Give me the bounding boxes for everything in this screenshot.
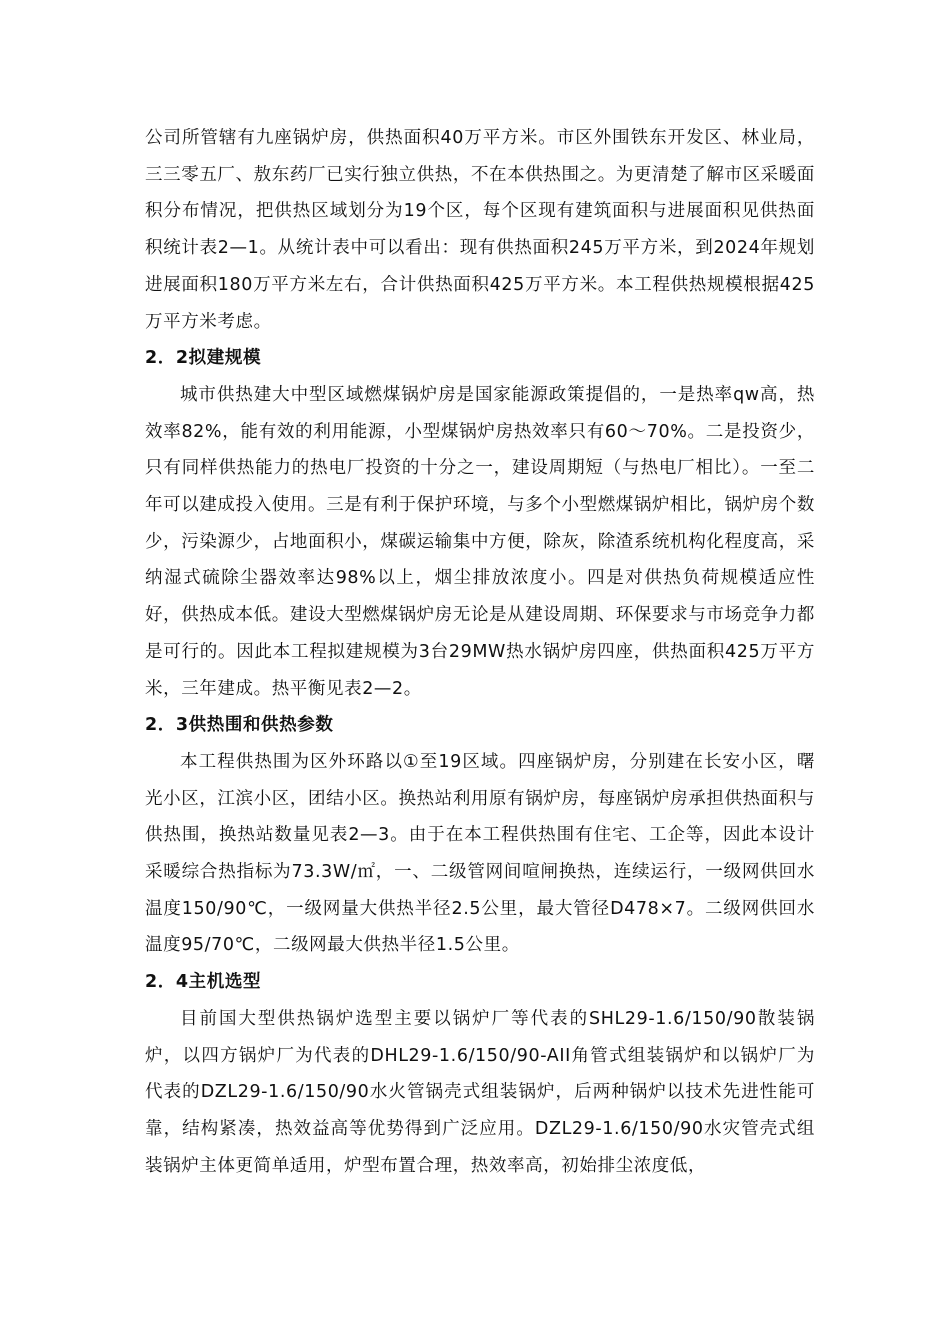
paragraph-heating-area: 公司所管辖有九座锅炉房，供热面积40万平方米。市区外围铁东开发区、林业局，三三零五厂、敖东药厂已实行独立供热，不在本供热围之。为更清楚了解市区采暖面积分布情况，把供热区域划分为19个区，每个区现有建筑面积与进展面积见供热面积统计表2—1。从统计表中可以看出：现有供热面积245万平方米，到2024年规划进展面积180万平方米左右，合计供热面积425万平方米。本工程供热规模根据425万平方米考虑。 (145, 128, 815, 332)
paragraph-boiler-selection: 目前国大型供热锅炉选型主要以锅炉厂等代表的SHL29-1.6/150/90散装锅炉，以四方锅炉厂为代表的DHL29-1.6/150/90-AII角管式组装锅炉和以锅炉厂为代表的DZL29-1.6/150/90水火管锅壳式组装锅炉，后两种锅炉以技术先进性能可靠，结构紧凑，热效益高等优势得到广泛应用。DZL29-1.6/150/90水灾管壳式组装锅炉主体更简单适用，炉型布置合理，热效率高，初始排尘浓度低， (145, 1008, 815, 1176)
section-heading-2-2: 2．2拟建规模 (145, 348, 262, 369)
document-body (145, 120, 815, 1184)
section-heading-2-3: 2．3供热围和供热参数 (145, 715, 334, 736)
paragraph-heating-range: 本工程供热围为区外环路以①至19区域。四座锅炉房，分别建在长安小区，曙光小区，江滨小区，团结小区。换热站利用原有锅炉房，每座锅炉房承担供热面积与供热围，换热站数量见表2—3。由于在本工程供热围有住宅、工企等，因此本设计采暖综合热指标为73.3W/㎡，一、二级管网间喧闸换热，连续运行，一级网供回水温度150/90℃，一级网量大供热半径2.5公里，最大管径D478×7。二级网供回水温度95/70℃，二级网最大供热半径1.5公里。 (145, 751, 815, 956)
paragraph-proposed-scale: 城市供热建大中型区域燃煤锅炉房是国家能源政策提倡的，一是热率qw高，热效率82%，能有效的利用能源，小型煤锅炉房热效率只有60～70%。二是投资少，只有同样供热能力的热电厂投资的十分之一，建设周期短（与热电厂相比）。一至二年可以建成投入使用。三是有利于保护环境，与多个小型燃煤锅炉相比，锅炉房个数少，污染源少，占地面积小，煤碳运输集中方便，除灰，除渣系统机构化程度高，采纳湿式硫除尘器效率达98%以上，烟尘排放浓度小。四是对供热负荷规模适应性好，供热成本低。建设大型燃煤锅炉房无论是从建设周期、环保要求与市场竞争力都是可行的。因此本工程拟建规模为3台29MW热水锅炉房四座，供热面积425万平方米，三年建成。热平衡见表2—2。 (145, 384, 815, 699)
section-heading-2-4: 2．4主机选型 (145, 972, 262, 993)
